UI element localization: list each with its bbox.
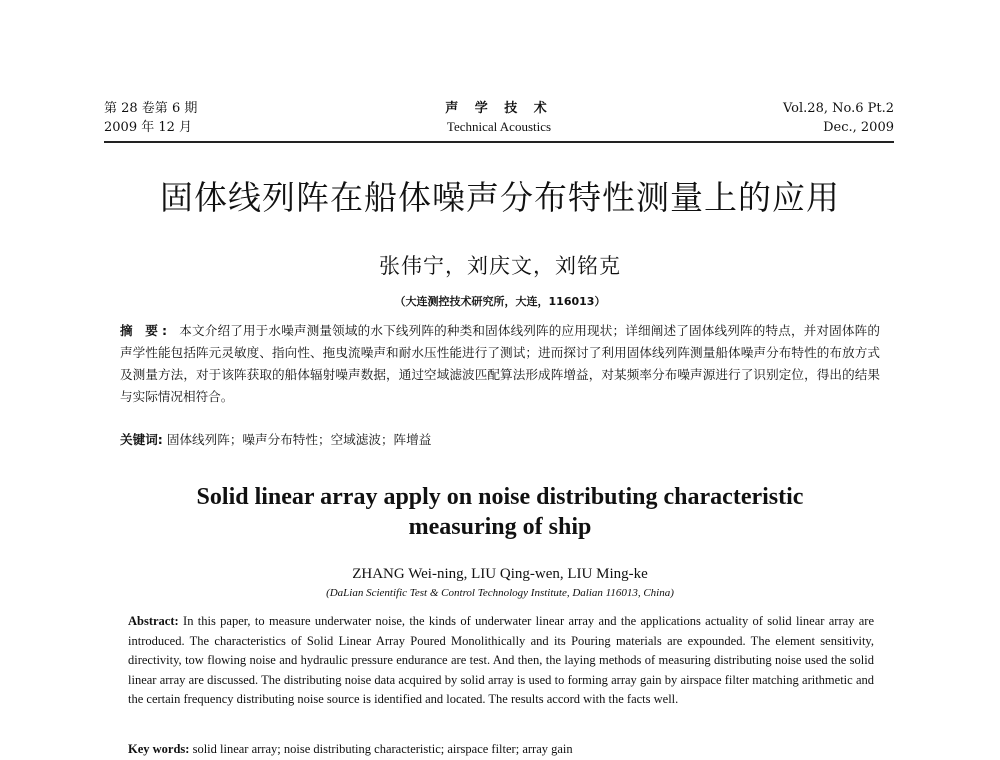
title-cn: 固体线列阵在船体噪声分布特性测量上的应用 xyxy=(160,178,840,217)
abstract-cn xyxy=(120,320,880,408)
masthead-row-1 xyxy=(104,100,894,118)
journal-masthead xyxy=(104,100,894,143)
journal-name-cn: 声 学 技 术 xyxy=(445,101,553,116)
keywords-cn-text: 固体线列阵；噪声分布特性；空域滤波；阵增益 xyxy=(166,432,432,447)
abstract-cn-text: 本文介绍了用于水噪声测量领域的水下线列阵的种类和固体线列阵的应用现状；详细阐述了固体线列阵的特点，并对固体阵的声学性能包括阵元灵敏度、指向性、拖曳流噪声和耐水压性能进行了测试；进而探讨了利用固体线列阵测量船体噪声分布特性的布放方式及测量方法，对于该阵获取的船体辐射噪声数据，通过空域滤波匹配算法形成阵增益，对某频率分布噪声源进行了识别定位，得出的结果与实际情况相符合。 xyxy=(120,323,881,404)
date-cn: 2009 年 12 月 xyxy=(104,120,193,135)
keywords-en-text: solid linear array; noise distributing characteristic; airspace filter; array gain xyxy=(192,742,573,756)
abstract-en-text: In this paper, to measure underwater noise, the kinds of underwater linear array and the applications actuality of solid linear array are introduced. The characteristics of Solid Linear Array Poured Monolithically and its Pouring materials are expounded. The element sensitivity, directivity, tow flowing noise and hydraulic pressure endurance are test. And then, the laying methods of measuring distributing noise used the solid linear array are discussed. The distributing noise data acquired by solid array is used to forming array gain by airspace filter matching arithmetic and the certain frequency distributing noise source is identified and located. The results accord with the facts well. xyxy=(128,614,875,706)
volume-issue-en: Vol.28, No.6 Pt.2 xyxy=(782,101,894,116)
title-en: Solid linear array apply on noise distributing characteristic measuring of ship xyxy=(196,484,804,540)
authors-cn: 张伟宁，刘庆文，刘铭克 xyxy=(379,254,621,278)
date-en: Dec., 2009 xyxy=(823,120,894,135)
abstract-en xyxy=(128,612,874,710)
keywords-cn-label: 关键词: xyxy=(120,432,163,447)
volume-issue-cn: 第 28 卷第 6 期 xyxy=(104,101,198,116)
keywords-en-label: Key words: xyxy=(128,742,190,756)
abstract-cn-label: 摘 要: xyxy=(120,323,172,338)
keywords-cn xyxy=(120,430,880,450)
affiliation-cn: （大连测控技术研究所，大连，116013） xyxy=(394,295,606,308)
affiliation-en: (DaLian Scientific Test & Control Technology Institute, Dalian 116013, China) xyxy=(326,587,674,599)
abstract-en-label: Abstract: xyxy=(128,614,179,628)
keywords-en xyxy=(128,741,874,757)
masthead-row-2 xyxy=(104,118,894,137)
authors-en: ZHANG Wei-ning, LIU Qing-wen, LIU Ming-ke xyxy=(352,566,648,582)
journal-name-en: Technical Acoustics xyxy=(446,119,552,134)
